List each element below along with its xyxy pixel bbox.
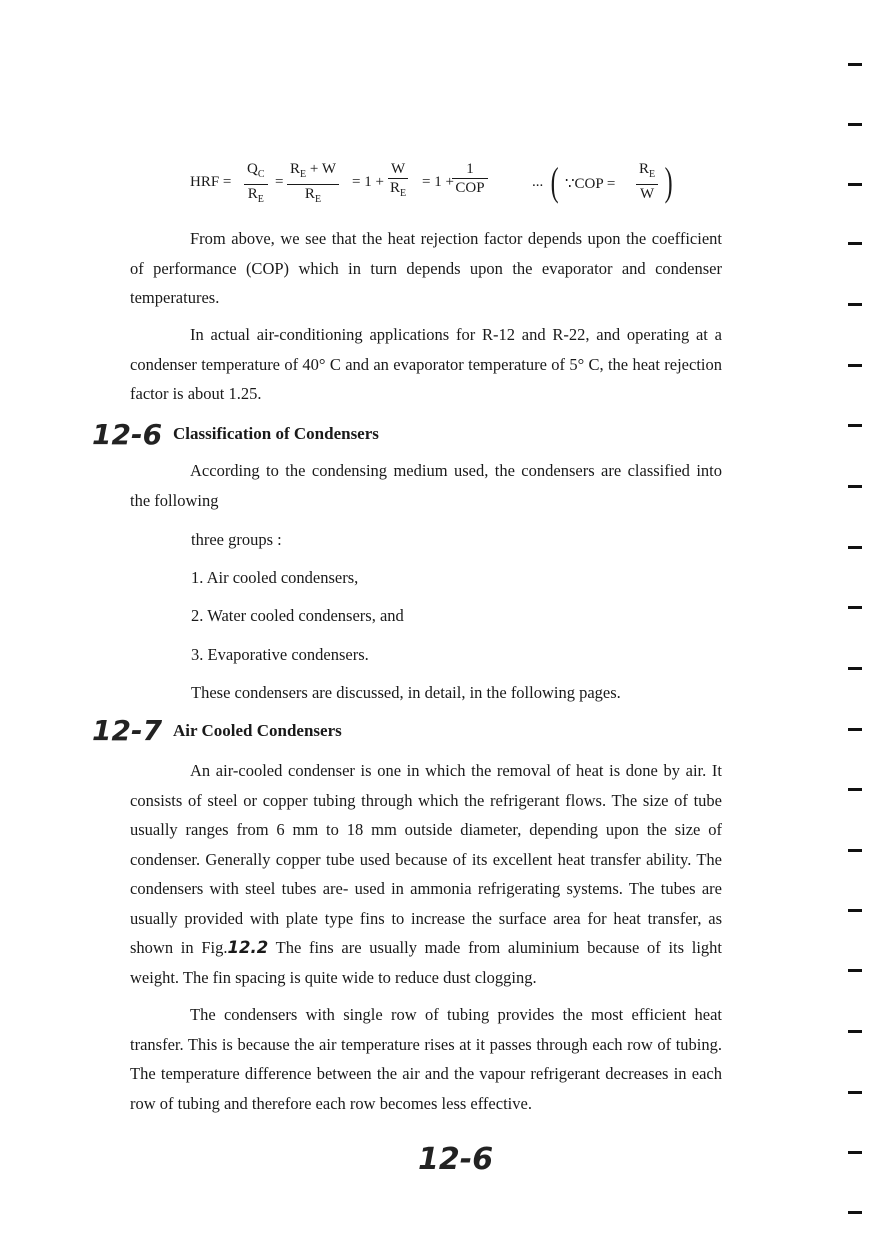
paragraph-single-row-tubing: The condensers with single row of tubing provides the most efficient heat transfer. This is because the air temperature rises at it passes through each row of tubing. The temperature difference between the air and the vapour refrigerant decreases in each row of tubing and therefore each row becomes less effective. [130, 1005, 722, 1113]
scan-mark [848, 667, 862, 670]
scan-mark [848, 606, 862, 609]
page-number: 12-6 [418, 1142, 494, 1177]
list-item: 1. Air cooled condensers, [191, 568, 359, 587]
list-item: 2. Water cooled condensers, and [191, 606, 404, 625]
fraction-re-w: $\frac{R_E + W}{R_E}$ [287, 160, 339, 209]
scan-mark [848, 788, 862, 791]
scan-mark [848, 364, 862, 367]
section-heading-air-cooled: Air Cooled Condensers [173, 721, 342, 740]
scan-mark [848, 183, 862, 186]
list-item: 3. Evaporative condensers. [191, 645, 369, 664]
document-page: HRF = $\frac{Q_C}{R_E}$ = $\frac{R_E + W}{R_E}$ = 1 + $\frac{W}{R_E}$ = 1 + 1 COP ... ( ∵COP = $\frac{R_E}{W}$ ) From above, we see that the heat rejection factor depends upon the coefficient of performance (COP) which in turn depends upon the evaporator and condenser temperatures. In actual air-conditioning applications for R-12 and R-22, and operating at a condenser temperature of 40° C and an evaporator temperature of 5° C, the heat rejection factor is about 1.25. 12-6 Classification of Condensers According to the condensing medium used, the condensers are classified into the following three groups : 1. Air cooled condensers, 2. Water cooled condensers, and 3. Evaporative condensers. These condensers are discussed, in detail, in the following pages. 12-7 Air Cooled Condensers An air-cooled condenser is one in which the removal of heat is done by air. It consists of steel or copper tubing through which the refrigerant flows. The size of tube usually ranges from 6 mm to 18 mm outside diameter, depending upon the size of condenser. Generally copper tube used because of its excellent heat transfer ability. The condensers with steel tubes are- used in ammonia refrigerating systems. The tubes are usually provided with plate type fins to increase the surface area for heat transfer, as shown in Fig.12.2 The fins are usually made from aluminium because of its light weight. The fin spacing is quite wide to reduce dust clogging. The condensers with single row of tubing provides the most efficient heat transfer. This is because the air temperature rises at it passes through each row of tubing. The temperature difference between the air and the vapour refrigerant decreases in each row of tubing and therefore each row becomes less effective. 12-6 [0, 0, 886, 1252]
fraction-1-cop: 1 COP [452, 160, 488, 197]
fraction-re-w-cop: $\frac{R_E}{W}$ [636, 160, 658, 203]
scan-mark [848, 242, 862, 245]
scan-mark [848, 969, 862, 972]
scan-mark [848, 546, 862, 549]
paragraph-air-cooled-description: An air-cooled condenser is one in which the removal of heat is done by air. It consists of steel or copper tubing through which the refrigerant flows. The size of tube usually ranges from 6 mm to 18 mm outside diameter, depending upon the size of condenser. Generally copper tube used because of its excellent heat transfer ability. The condensers with steel tubes are- used in ammonia refrigerating systems. The tubes are usually provided with plate type fins to increase the surface area for heat transfer, as shown in Fig.12.2 The fins are usually made from aluminium because of its light weight. The fin spacing is quite wide to reduce dust clogging. [130, 761, 723, 987]
section-number-12-7: 12-7 [92, 714, 163, 747]
paragraph-hrf-dependence: From above, we see that the heat rejection factor depends upon the coefficient of performance (COP) which in turn depends upon the evaporator and condenser temperatures. [130, 229, 722, 307]
scan-mark [848, 424, 862, 427]
figure-reference: 12.2 [227, 938, 269, 957]
paragraph-rejection-factor: In actual air-conditioning applications for R-12 and R-22, and operating at a condenser temperature of 40° C and an evaporator temperature of 5° C, the heat rejection factor is about 1.25. [130, 325, 722, 403]
scan-mark [848, 303, 862, 306]
scan-mark [848, 485, 862, 488]
formula-lhs: HRF = [190, 174, 232, 190]
scan-mark [848, 1151, 862, 1154]
scan-mark [848, 123, 862, 126]
fraction-qc-re: $\frac{Q_C}{R_E}$ [244, 160, 268, 209]
scan-mark [848, 728, 862, 731]
scan-mark [848, 1091, 862, 1094]
scan-mark [848, 63, 862, 66]
fraction-w-re: $\frac{W}{R_E}$ [388, 160, 408, 203]
scan-mark [848, 849, 862, 852]
section-heading-classification: Classification of Condensers [173, 424, 379, 443]
scan-mark [848, 1211, 862, 1214]
section-number-12-6: 12-6 [92, 418, 163, 451]
scan-mark [848, 909, 862, 912]
scan-mark [848, 1030, 862, 1033]
paragraph-discussed: These condensers are discussed, in detail, in the following pages. [191, 683, 621, 702]
paragraph-condensing-medium: According to the condensing medium used, the condensers are classified into the following [130, 461, 722, 510]
list-intro: three groups : [191, 530, 282, 549]
